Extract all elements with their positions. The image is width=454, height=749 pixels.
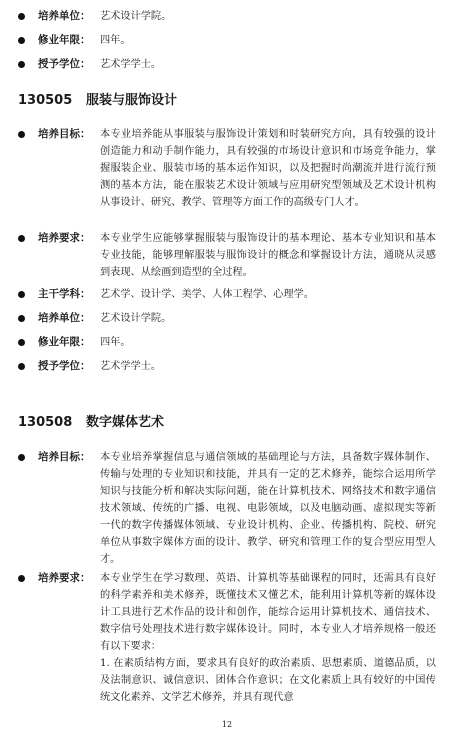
bullet-icon xyxy=(18,13,25,20)
bullet-icon xyxy=(18,575,25,582)
item-label: 培养要求： xyxy=(38,232,91,244)
bullet-icon xyxy=(18,37,25,44)
item-text: 四年。 xyxy=(100,35,131,46)
item-text: 艺术学学士。 xyxy=(100,361,162,372)
item-label: 培养目标： xyxy=(38,451,91,463)
item-text: 艺术学、设计学、美学、人体工程学、心理学。 xyxy=(100,289,314,300)
bullet-icon xyxy=(18,363,25,370)
bullet-icon xyxy=(18,61,25,68)
section-heading xyxy=(18,92,177,110)
bullet-icon xyxy=(18,235,25,242)
item-label: 授予学位： xyxy=(38,58,91,70)
page-number: 12 xyxy=(221,720,233,729)
item-label: 培养单位： xyxy=(38,312,91,324)
item-label: 培养单位： xyxy=(38,10,91,22)
item-label: 培养要求： xyxy=(38,572,91,584)
bullet-icon xyxy=(18,454,25,461)
item-label: 培养目标： xyxy=(38,128,91,140)
item-label: 主干学科： xyxy=(38,288,91,300)
bullet-icon xyxy=(18,291,25,298)
item-text: 本专业培养掌握信息与通信领域的基础理论与方法，具备数字媒体制作、传输与处理的专业知识和技能，并具有一定的艺术修养，能综合运用所学知识与技能分析和解决实际问题，能在计算机技术、网络技术和数字通信技术领域、传统的广播、电视、电影领域，以及电脑动画、虚拟现实等新一代的数字传播媒体领域、专业设计机构、企业、传播机构、院校、研究单位从事数字媒体方面的设计、教学、研究和管理工作的复合型应用型人才。 xyxy=(100,452,436,565)
section-heading xyxy=(18,414,164,432)
item-text: 本专业培养能从事服装与服饰设计策划和时装研究方向，具有较强的设计创造能力和动手制作能力，具有较强的市场设计意识和市场竞争能力，掌握服装企业、服装市场的基本运作知识，以及把握时尚潮流并进行流行预测的基本方法，能在服装艺术设计领域与应用研究型领域及艺术设计机构从事设计、研究、教学、管理等方面工作的高级专门人才。 xyxy=(100,129,436,208)
section-title: 数字媒体艺术 xyxy=(86,415,165,430)
item-label: 修业年限： xyxy=(38,336,91,348)
item-label: 修业年限： xyxy=(38,34,91,46)
item-text: 艺术设计学院。 xyxy=(100,313,172,324)
item-text: 本专业学生在学习数理、英语、计算机等基础课程的同时，还需具有良好的科学素养和美术修养，既懂技术又懂艺术，能利用计算机等新的媒体设计工具进行艺术作品的设计和创作，能综合运用计算机技术、通信技术、数字信号处理技术进行数字媒体设计。同时，本专业人才培养规格一般还有以下要求： 1. 在素质结构方面，要求具有良好的政治素质、思想素质、道德品质，以及法制意识、诚信意识、团体合作意识；在文化素质上具有较好的中国传统文化素养、文学艺术修养，并具有现代意 xyxy=(100,573,436,703)
item-text: 本专业学生应能够掌握服装与服饰设计的基本理论、基本专业知识和基本专业技能，能够理解服装与服饰设计的概念和掌握设计方法，通晓从灵感到表现、从绘画到造型的全过程。 xyxy=(100,233,436,278)
bullet-icon xyxy=(18,339,25,346)
item-text: 艺术学学士。 xyxy=(100,59,162,70)
item-text: 四年。 xyxy=(100,337,131,348)
item-text: 艺术设计学院。 xyxy=(100,11,172,22)
item-label: 授予学位： xyxy=(38,360,91,372)
section-code: 130505 xyxy=(18,93,73,108)
bullet-icon xyxy=(18,131,25,138)
section-title: 服装与服饰设计 xyxy=(86,93,178,108)
section-code: 130508 xyxy=(18,415,73,430)
bullet-icon xyxy=(18,315,25,322)
